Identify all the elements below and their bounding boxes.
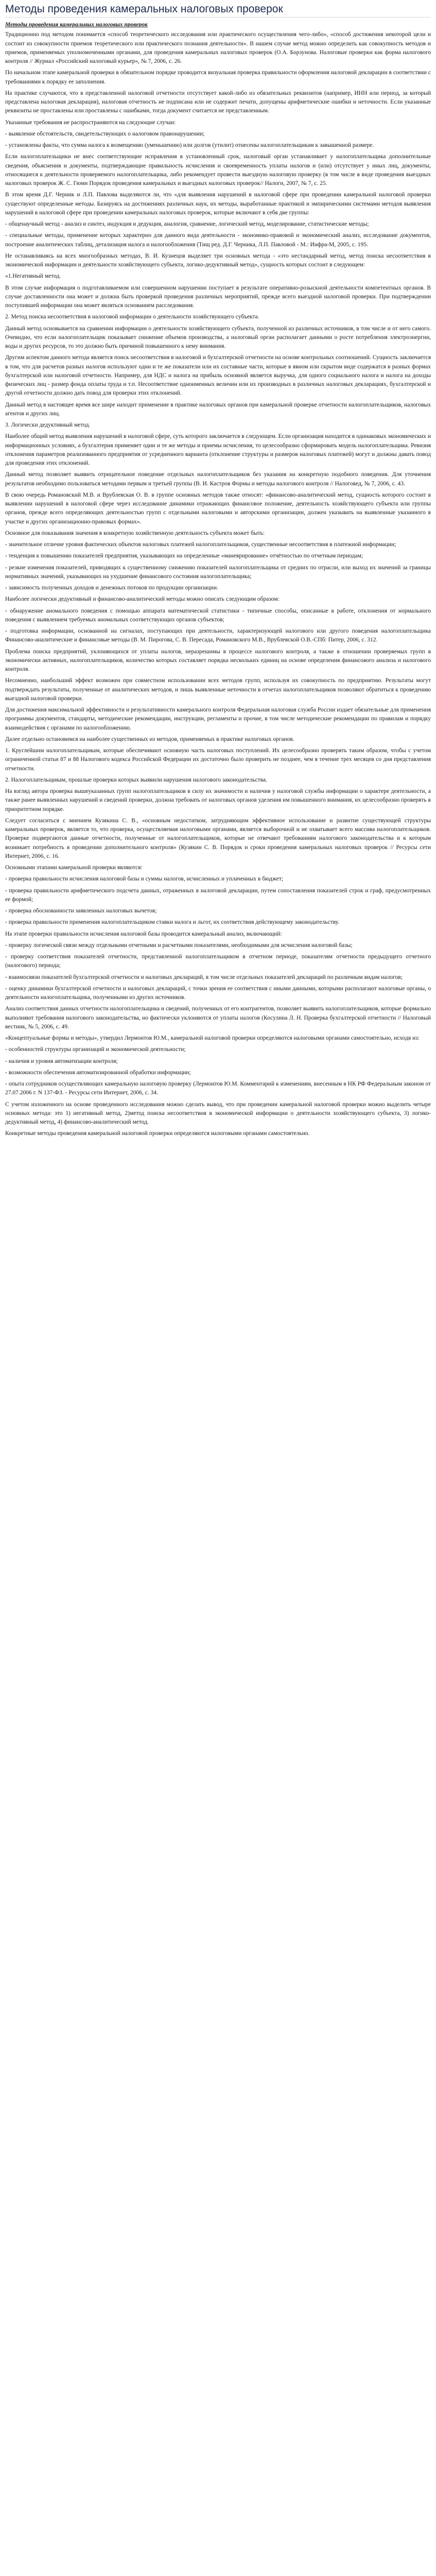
paragraph: - оценку динамики бухгалтерской отчетности и налоговых деклараций, с точки зрения ее соответствия с иными данными, которыми располагают налоговые органы, о деятельности налогоплательщика, полученными из других источников. xyxy=(5,985,431,1001)
paragraph: Наиболее общий метод выявления нарушений в налоговой сфере, суть которого заключается в следующем. Если организация находится в одинаковых экономических и информационных условиях, а бухгалтерия применяет одни и те же методы и приемы исчисления, то целесообразно сформировать модель налогоплательщика. Ревизия отклонения параметров реализованного предприятия от усредненного варианта (отклонение структуры и размеров налоговых платежей) могут и должны давать повод для проведения этих отклонений. xyxy=(5,433,431,466)
paragraph: - зависимость полученных доходов и денежных потоков по продукции организации. xyxy=(5,585,218,591)
paragraph: - обнаружение аномального поведения с помощью аппарата математической статистики - типичные способы, описанные в работе, отклонения от нормального поведения с выявлением требуемых аномальных соответствующих органов субъектов; xyxy=(5,607,431,623)
paragraph: «1.Негативный метод. xyxy=(5,273,61,280)
paragraph: Следует согласиться с мнением Кузякина С. В., «основным недостатком, затрудняющим эффективное использование и развитие существующей структуры камеральных проверок, является то, что проверка, осуществляемая налоговыми органами, является выборочной и не охватывает всего массива налогоплательщиков. Проверке подвергаются данные отчетности, полученные от налогоплательщиков, которые не отвечают требованиям налогового законодательства и к которым возникает потребность в проведении дополнительного контроля» (Кузякин С. В. Порядок и сроки проведения камеральных налоговых проверок // Ресурсы сети Интернет, 2006, с. 16. xyxy=(5,817,431,859)
paragraph: - проверку логической связи между отдельными отчетными и расчетными показателями, необходимыми для исчисления налоговой базы; xyxy=(5,942,353,948)
paragraph: Для достижения максимальной эффективности и результативности камерального контроля Федеральная налоговая служба России издает обязательные для применения программы документов, стандарты, методические рекомендации, инструкции, регламенты и прочие, в том числе методические рекомендации по правилам и порядку взаимодействия с органами по налогообложению. xyxy=(5,707,431,731)
paragraph: В этом время Д.Г. Черник и Л.П. Павлова выделяются ли, что «для выявления нарушений в налоговой сфере при проведении камеральной налоговой проверки существуют определенные методы. Базируясь на достижениях различных наук, их методы, выработанные практикой и эмпирическими системами методов выявления нарушений в налоговой сфере при проведении камеральных налоговых проверок, которые включают в себя две группы: xyxy=(5,192,431,216)
paragraph: На практике случаются, что в представленной налоговой отчетности отсутствует какой-либо из обязательных реквизитов (например, ИНН или период, за который представлена налоговая декларация), налоговая отчетность не подписана или не содержит печати, допущены арифметические ошибки и неточности. Если указанные реквизиты не проставлены или проставлены с ошибками, тогда документ считается не представленным. xyxy=(5,90,431,114)
paragraph: - проверку соответствия показателей отчетности, представленной налогоплательщиком в отчетном периоде, показателям отчетности предыдущего отчетного (налогового) периода; xyxy=(5,954,431,969)
paragraph: В этом случае информация о подготавливаемом или совершенном нарушении поступает в результате оперативно-розыскной деятельности компетентных органов. В случае доставленности она может и должна быть проверкой проведения различных мероприятий, прежде всего выездной налоговой проверки. При подтверждении поступившей информации она может являться основанием расследования. xyxy=(5,284,431,309)
paragraph: Основное для показывания значения в конкретную хозяйственную деятельность субъекта может быть: xyxy=(5,530,265,536)
paragraph: Другим аспектом данного метода является поиск несоответствия в налоговой и бухгалтерской отчетности на основе контрольных соотношений. Сущность заключается в том, что для расчетов разных налогов используют одни и те же показатели или их составные части, которые в явном или скрытом виде содержатся в разных формах бухгалтерской или налоговой отчетности. Например, для НДС и налога на прибыль основной является выручка, для одного социального налога и налога на доходы физических лиц - размер фонда оплаты труда и т.п. Несоответствие одноименных величин или их производных в различных налоговых декларациях, бухгалтерской и другой отчетности должно дать повод для проверки этих отклонений. xyxy=(5,354,431,397)
page-title: Методы проведения камеральных налоговых проверок xyxy=(5,3,431,18)
paragraph: Анализ соответствия данных отчетности налогоплательщика и сведений, полученных от его контрагентов, позволяет выявить налогоплательщиков, которые формально выполняют требования налогового законодательства, но фактически уклоняются от уплаты налогов (Косулина Л. Н. Проверка бухгалтерской отчетности // Налоговый вестник, № 5, 2006, с. 49. xyxy=(5,1006,431,1030)
paragraph: 3. Логически дедуктивный метод. xyxy=(5,422,91,428)
paragraph: - подготовка информации, основанной на сигналах, поступающих при деятельности, характеризующей налогового или другого поведения налогоплательщика Финансово-аналитические и финансовые методы (В. М. Пирогова, С. В. Пересада, Романовского М.В., Врублевской О.В.-СПб: Питер, 2006, с. 312. xyxy=(5,628,431,643)
paragraph: Данный метод в настоящее время все шире находит применение в практике налоговых органов при камеральной проверке отчетности налогоплательщиков, налоговых агентов и других лиц. xyxy=(5,401,431,417)
paragraph: Проблема поиска предприятий, уклоняющихся от уплаты налогов, неразрешимы в процессе налогового контроля, а также в отношении проверяемых групп в экономически активных, налогоплательщиков, количество которых составляет порядка нескольких единиц на основе определения финансового анализа и налогового контроля. xyxy=(5,648,431,672)
paragraph: Если налогоплательщики не внес соответствующие исправления в установленный срок, налоговый орган устанавливает у налогоплательщика дополнительные сведения, объяснения и документы, подтверждающие правильность исчисления и своевременность уплаты налогов и (или) отсутствует у иных лиц, документы, относящиеся к деятельности проверяемого налогоплательщика, либо рекомендует провести выездную налоговую проверку (в том числе в виде проведения выездных налоговых проверок Ж. С. Гюми Порядок проведения камеральных и выездных налоговых проверок// Налоги, 2007, № 7, с. 25. xyxy=(5,154,431,187)
paragraph: - проверка правильности применения налогоплательщиком ставки налога и льгот, их соответствия действующему законодательству. xyxy=(5,919,340,926)
paragraph: - тенденция к повышению показателей предприятия, указывающих на определенные «маневрирование» отчётностью по отчетным периодам; xyxy=(5,553,363,560)
paragraph: «Концептуальные формы и методы», утвердил Лермонтов Ю.М., камеральной налоговой проверки определяются налоговыми органами самостоятельно, исходя из: xyxy=(5,1035,420,1041)
paragraph: Традиционно под методом понимается «способ теоретического исследования или практического осуществления чего-либо», «способ достижения некоторой цели и состоит из совокупности приемов теоретического или практического познания деятельности». В нашем случае метод можно определить как совокупность методов и приемов, применяемых уполномоченными органами, для проведения камеральных налоговых проверок (О.А. Борзунова. Налоговые проверки как форма налогового контроля // Журнал «Российский налоговый курьер», № 7, 2006, с. 26. xyxy=(5,31,431,64)
section-lead: Методы проведения камеральных налоговых проверок xyxy=(5,22,148,28)
paragraph: С учетом изложенного на основе проведенного исследования можно сделать вывод, что при проведении камеральной налоговой проверки можно выделить четыре основных метода: это 1) негативный метод, 2)метод поиска несоответствия в экономической информации о деятельности хозяйствующего субъекта, 3) логико-дедуктивный метод, 4) финансово-аналитический метод. xyxy=(5,1101,431,1125)
paragraph: На взгляд автора проверка вышеуказанных групп налогоплательщиков в силу их значимости и наличия у налоговой службы информации о характере деятельности, а также ранее выявленных нарушений и сведений проверки, должна требовать от налоговых органов уделения им повышенного внимания, их целесообразно проверять в приоритетном порядке. xyxy=(5,788,431,812)
paragraph: - проверка правильности арифметического подсчета данных, отраженных в налоговой декларации, путем сопоставления показателей строк и граф, предусмотренных ее формой; xyxy=(5,887,431,903)
paragraph: В свою очередь Романовский М.В. и Врублевская О. В. в группе основных методов также относят: «финансово-аналитический метод, сущность которого состоит в выявлении нарушений в налоговой сфере через исследование динамики отражающих финансовое положение, деятельность хозяйствующего субъекта или группы органов, прежде всего определяющих деятельностью групп с отдельными налоговыми и авторскими организации, должен указывать на выявленные указанного в участке и других организационно-правовых формах». xyxy=(5,492,431,525)
paragraph: - установлены факты, что сумма налога к возмещению (уменьшению) или долгов (утилит) отнесены налогоплательщикам к завышенной размере. xyxy=(5,142,374,148)
paragraph: 2. Налогоплательщикам, прошлые проверки которых выявили нарушения налогового законодательства. xyxy=(5,776,267,783)
paragraph: Наиболее логически дедуктивный и финансово-аналитический методы можно описать следующим образом: xyxy=(5,596,280,603)
paragraph: - общенаучный метод - анализ и синтез, индукция и дедукция, аналогия, сравнение, логический метод, моделирование, статистические методы; xyxy=(5,221,369,227)
page xyxy=(0,0,436,1151)
paragraph: Несомненно, наибольший эффект возможен при совместном использовании всех методов групп, используя их совокупность по предприятию. Результаты могут подтверждать результаты, полученные от аналитических методов, и лишь выявленные неточности в отчетах налогоплательщиков позволяют обратиться к проведению выездной налоговой проверки. xyxy=(5,677,431,702)
paragraph: - значительное отличие уровня фактических объектов налоговых платежей налогоплательщиков, существенные несоответствия в платежной информации; xyxy=(5,541,396,548)
paragraph: На этапе проверки правильности исчисления налоговой базы проводится камеральный анализ, включающий: xyxy=(5,930,282,937)
paragraph: Конкретные методы проведения камеральной налоговой проверки определяются налоговыми органами самостоятельно. xyxy=(5,1130,310,1137)
paragraph: - специальные методы, применение которых характерно для данного вида деятельности - экономико-правовой и экономический анализ, исследование документов, построение аналитических таблиц, детализация налога и налогообложения (Тищ ред. Д.Г. Черника, Л.П. Павловой - М.: Инфра-М, 2005, с. 195. xyxy=(5,232,431,248)
paragraph: Данный метод позволяет выявить отрицательное поведение отдельных налогоплательщиков без указания на конкретную подобного поведения. Для уточнения результатов необходимо пользоваться методами первым и третьей группы (В. И. Кастров Формы и методы налогового контроля // Налоговед, № 7, 2006, с. 43. xyxy=(5,471,431,487)
paragraph: Указанные требования не распространяются на следующие случаи: xyxy=(5,119,176,126)
paragraph: - особенностей структуры организаций и экономической деятельности; xyxy=(5,1046,186,1053)
paragraph: - выявление обстоятельств, свидетельствующих о налоговом правонарушении; xyxy=(5,130,205,137)
paragraph: Не останавливаясь на всех многообразных методах, В. И. Кузнецов выделяет три основных метода - «это нестандарный метод, метод поиска несоответствия в экономической информации и деятельности хозяйствующего субъекта, логико-дедуктивный метод», сущность которых состоит в следующем: xyxy=(5,252,431,268)
paragraph: 2. Метод поиска несоответствия в налоговой информации о деятельности хозяйствующего субъекта. xyxy=(5,314,259,320)
paragraph: По начальном этапе камеральной проверки в обязательном порядке проводится визуальная проверка правильности оформления налоговой декларации в соответствии с требованиями к порядку ее заполнения. xyxy=(5,70,431,85)
paragraph: Далее отдельно остановимся на наиболее существенных из методов, применяемых в практике налоговых органов. xyxy=(5,736,294,742)
paragraph: - проверка обоснованности заявленных налоговых вычетов; xyxy=(5,908,157,914)
paragraph: Данный метод основывается на сравнении информации о деятельности хозяйствующего субъекта, полученной из различных источников, в том числе и от него самого. Очевидно, что если налогоплательщик показывает снижение объемов производства, а налоговый орган располагает данными о росте потребления электроэнергии, воды и других ресурсов, то это должно быть причиной повышенного к нему внимания. xyxy=(5,325,431,349)
paragraph: - возможности обеспечения автоматизированной обработки информации; xyxy=(5,1069,191,1076)
paragraph: Основными этапами камеральной проверки являются: xyxy=(5,865,143,871)
paragraph: 1. Круглейшим налогоплательщикам, которые обеспечивают основную часть налоговых поступлений. Их целесообразно проверять таким образом, чтобы с учетом ограниченной статьи 87 и 88 Налогового кодекса Российской Федерации их достаточно было проверить не позднее, чем в течение трех месяцев со дня представления отчетности. xyxy=(5,748,431,772)
paragraph: - наличия и уровня автоматизации контроля; xyxy=(5,1058,118,1064)
paragraph: - опыта сотрудников осуществляющих камеральную налоговую проверку (Лермонтов Ю.М. Комментарий к изменениям, внесенным в НК РФ Федеральным законом от 27.07.2006 г. N 137-ФЗ. - Ресурсы сети Интернет, 2006, с. 34. xyxy=(5,1081,431,1096)
paragraph: - взаимосвязи показателей бухгалтерской отчетности и налоговых деклараций, в том числе отдельных показателей деклараций по различным видам налогов; xyxy=(5,974,403,980)
document-body xyxy=(5,21,431,1139)
paragraph: - резкие изменения показателей, приводящих к существенному снижению показателей налогоплательщика от средних по отрасли, или выход их значений за границы нормативных значений, указывающих на ухудшение финансового состояния налогоплательщика; xyxy=(5,564,431,580)
paragraph: - проверка правильности исчисления налоговой базы и суммы налогов, исчисленных и уплаченных в бюджет; xyxy=(5,876,284,883)
